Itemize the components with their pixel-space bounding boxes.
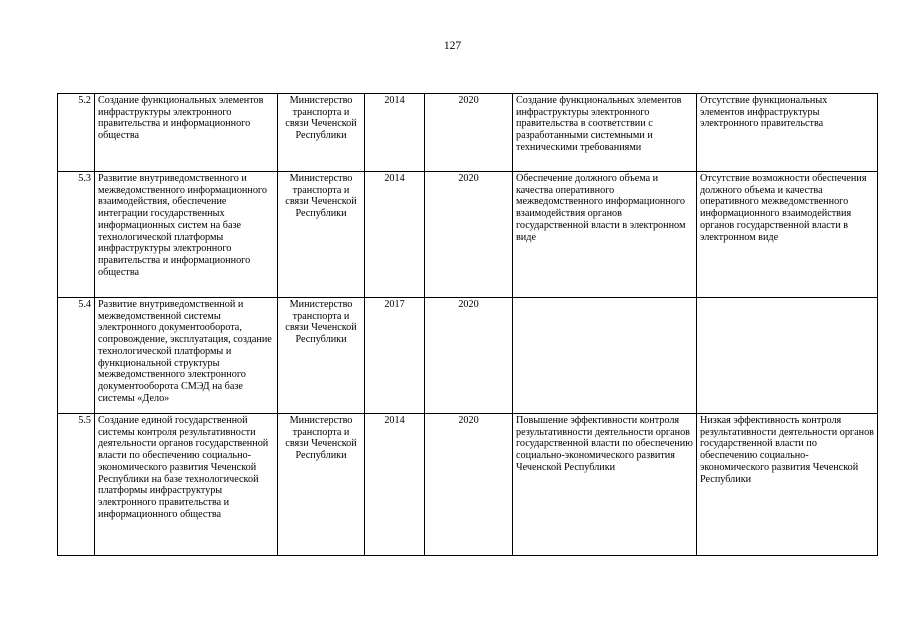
table-row [58, 298, 878, 414]
program-activities-table [57, 93, 878, 556]
executor: Министерство транспорта и связи Чеченской Республики [278, 172, 365, 298]
table-row [58, 94, 878, 172]
row-number: 5.5 [58, 414, 95, 556]
risk-consequence: Низкая эффективность контроля результативности деятельности органов государственной власти по обеспечению социально-экономического развития Чеченской Республики [697, 414, 878, 556]
end-year: 2020 [425, 172, 513, 298]
activity-name: Создание функциональных элементов инфраструктуры электронного правительства и информационного общества [95, 94, 278, 172]
risk-consequence: Отсутствие возможности обеспечения должного объема и качества оперативного межведомственного информационного взаимодействия органов государственной власти в электронном виде [697, 172, 878, 298]
risk-consequence: Отсутствие функциональных элементов инфраструктуры электронного правительства [697, 94, 878, 172]
start-year: 2014 [365, 94, 425, 172]
expected-result: Обеспечение должного объема и качества оперативного межведомственного информационного взаимодействия органов государственной власти в электронном виде [513, 172, 697, 298]
executor: Министерство транспорта и связи Чеченской Республики [278, 414, 365, 556]
expected-result [513, 298, 697, 414]
end-year: 2020 [425, 414, 513, 556]
activity-name: Развитие внутриведомственного и межведомственного информационного взаимодействия, обеспечение интеграции государственных информационных систем на базе технологической платформы инфраструктуры электронного правительства и информационного общества [95, 172, 278, 298]
activity-name: Создание единой государственной системы контроля результативности деятельности органов государственной власти по обеспечению социально-экономического развития Чеченской Республики на базе технологической платформы инфраструктуры электронного правительства и информационного общества [95, 414, 278, 556]
table-row [58, 414, 878, 556]
table-row [58, 172, 878, 298]
risk-consequence [697, 298, 878, 414]
expected-result: Повышение эффективности контроля результативности деятельности органов государственной власти по обеспечению социально-экономического развития Чеченской Республики [513, 414, 697, 556]
end-year: 2020 [425, 94, 513, 172]
row-number: 5.3 [58, 172, 95, 298]
table-body [58, 94, 878, 556]
start-year: 2014 [365, 172, 425, 298]
start-year: 2017 [365, 298, 425, 414]
executor: Министерство транспорта и связи Чеченской Республики [278, 298, 365, 414]
activity-name: Развитие внутриведомственной и межведомственной системы электронного документооборота, сопровождение, эксплуатация, создание технологической платформы и функциональной структуры межведомственного электронного документооборота СМЭД на базе системы «Дело» [95, 298, 278, 414]
end-year: 2020 [425, 298, 513, 414]
expected-result: Создание функциональных элементов инфраструктуры электронного правительства в соответствии с разработанными системными и техническими требованиями [513, 94, 697, 172]
executor: Министерство транспорта и связи Чеченской Республики [278, 94, 365, 172]
page-number: 127 [443, 40, 462, 52]
row-number: 5.2 [58, 94, 95, 172]
start-year: 2014 [365, 414, 425, 556]
row-number: 5.4 [58, 298, 95, 414]
